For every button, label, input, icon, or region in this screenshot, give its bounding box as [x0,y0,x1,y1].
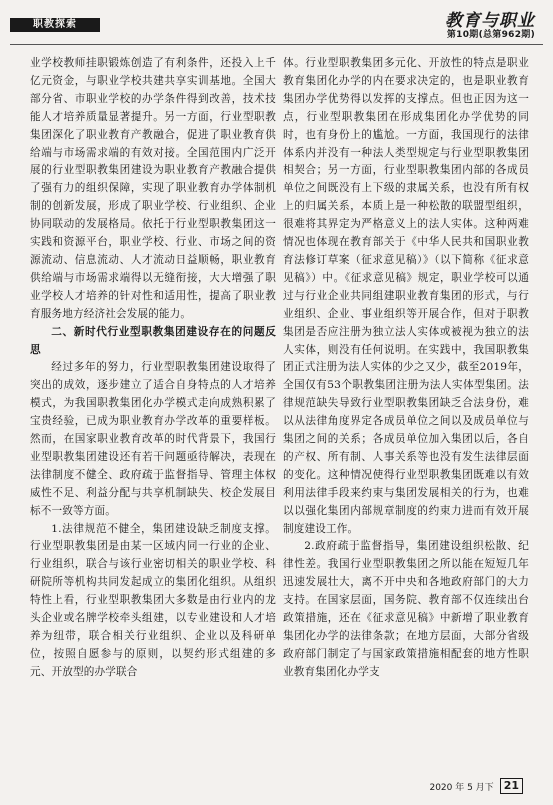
paragraph: 业学校教师挂职锻炼创造了有利条件，还投入上千亿元资金，与职业学校共建共享实训基地。全国大部分省、市职业学校的办学条件得到改善，技术技能人才培养质量显著提升。另一方面，行业型职教集团深化了职业教育产教融合，促进了职业教育供给端与市场需求端的有效对接。全国范围内广泛开展的行业型职教集团建设为职业教育产教融合提供了强有力的组织保障，实现了职业教育办学体制机制的创新发展，形成了职业学校、行业组织、企业协同联动的发展格局。依托于行业型职教集团这一实践和资源平台，职业学校、行业、市场之间的资源流动、信息流动、人才流动日益顺畅，职业教育供给端与市场需求端得以无缝衔接，大大增强了职业学校人才培养的针对性和适用性，提高了职业教育服务地方经济社会发展的能力。 [30,57,276,320]
section-heading: 二、新时代行业型职教集团建设存在的问题反思 [30,325,276,356]
left-column [30,55,276,682]
section-tag: 职教探索 [10,18,100,32]
page-header [0,0,553,46]
page-footer [429,777,523,795]
journal-masthead: 教育与职业 [445,11,535,31]
issue-number: 第10期(总第962期) [446,30,535,40]
right-column [283,55,529,682]
paragraph: 1.法律规范不健全，集团建设缺乏制度支撑。行业型职教集团是由某一区域内同一行业的企业、行业组织，联合与该行业密切相关的职业学校、科研院所等机构共同发起成立的集团化组织。从组织特性上看，行业型职教集团大多数是由行业内的龙头企业或名牌学校牵头组建，以专业建设和人才培养为纽带，联合相关行业组织、企业以及科研单位，按照自愿参与的原则，以契约形式组建的多元、开放型的办学联合 [30,522,276,678]
paragraph: 体。行业型职教集团多元化、开放性的特点是职业教育集团化办学的内在要求决定的，也是职业教育集团办学优势得以发挥的支撑点。但也正因为这一点，行业型职教集团在形成集团化办学优势的同时，也有身份上的尴尬。一方面，我国现行的法律体系内并没有一种法人类型规定与行业型职教集团相契合；另一方面，行业型职教集团内部的各成员单位之间既没有上下级的隶属关系，也没有所有权上的归属关系，本质上是一种松散的联盟型组织，很难将其界定为严格意义上的法人实体。这种两难情况也体现在教育部关于《中华人民共和国职业教育法修订草案（征求意见稿）》（以下简称《征求意见稿》）中。《征求意见稿》规定，职业学校可以通过与行业企业共同组建职业教育集团的形式，与行业组织、企业、事业组织等开展合作，但对于职教集团是否应注册为独立法人实体或被视为独立的法人实体，则没有任何说明。在实践中，我国职教集团正式注册为法人实体的少之又少，截至2019年，全国仅有53个职教集团注册为法人实体型集团。法律规范缺失导致行业型职教集团缺乏合法身份，难以从法律角度界定各成员单位之间以及成员单位与集团之间的关系；各成员单位加入集团以后，各自的产权、所有制、人事关系等也没有发生法律层面的变化。这种情况使得行业型职教集团既难以有效利用法律手段来约束与集团发展相关的行为，也难以以强化集团内部规章制度的约束力进而有效开展制度建设工作。 [283,57,529,535]
paragraph: 经过多年的努力，行业型职教集团建设取得了突出的成效，逐步建立了适合自身特点的人才培养模式，为我国职教集团化办学模式走向成熟积累了宝贵经验，已成为职业教育办学改革的重要样板。然而，在国家职业教育改革的时代背景下，我国行业型职教集团建设还有若干问题亟待解决，表现在法律制度不健全、政府疏于监督指导、管理主体权威性不足、利益分配与共享机制缺失、校企发展目标不一致等方面。 [30,361,276,517]
paragraph: 2.政府疏于监督指导，集团建设组织松散、纪律性差。我国行业型职教集团之所以能在短短几年迅速发展壮大，离不开中央和各地政府部门的大力支持。在国家层面，国务院、教育部不仅连续出台政策措施，还在《征求意见稿》中新增了职业教育集团化办学的法律条款；在地方层面，大部分省级政府部门制定了与国家政策措施相配套的地方性职业教育集团化办学支 [283,540,529,678]
page-number: 21 [500,778,523,794]
header-divider [10,44,543,45]
issue-date: 2020 年 5 月下 [429,782,494,793]
